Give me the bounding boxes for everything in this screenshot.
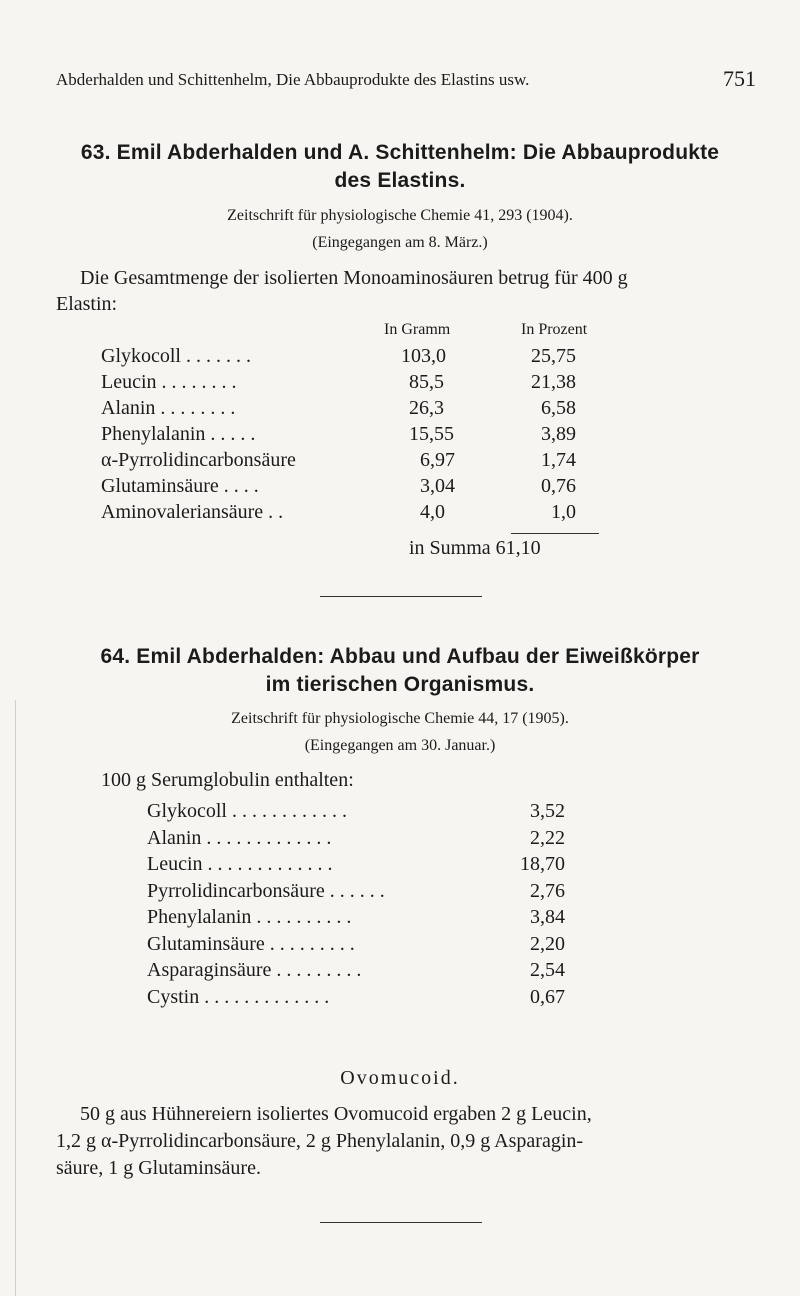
value: 2,76 — [530, 879, 565, 902]
table-63 — [101, 345, 621, 527]
section-64-title-line1: 64. Emil Abderhalden: Abbau und Aufbau der Eiweißkörper — [100, 645, 700, 668]
amino-acid-name: Phenylalanin . . . . . . . . . . — [147, 906, 352, 928]
amino-acid-name: Leucin . . . . . . . . . . . . . — [147, 853, 333, 875]
gramm-value: 15,55 — [409, 423, 454, 445]
amino-acid-name: Glykocoll . . . . . . . — [101, 345, 251, 367]
page-number: 751 — [723, 66, 756, 91]
value: 0,67 — [530, 985, 565, 1008]
prozent-value: 1,74 — [541, 449, 576, 471]
section-divider — [320, 596, 482, 597]
amino-acid-name: Alanin . . . . . . . . — [101, 397, 236, 419]
prozent-value: 6,58 — [541, 397, 576, 419]
value: 18,70 — [520, 853, 565, 875]
amino-acid-name: Phenylalanin . . . . . — [101, 423, 256, 445]
table-row — [101, 423, 621, 449]
table-row — [147, 853, 567, 880]
scan-edge-line — [15, 700, 16, 1296]
ovomucoid-line2: 1,2 g α-Pyrrolidincarbonsäure, 2 g Phenylalanin, 0,9 g Asparagin- — [56, 1130, 584, 1152]
table-row — [147, 880, 567, 907]
value: 2,54 — [530, 959, 565, 981]
table-row — [147, 800, 567, 827]
section-63-title-line1: 63. Emil Abderhalden und A. Schittenhelm: Die Abbauprodukte — [80, 141, 720, 164]
table-row — [147, 986, 567, 1013]
sum-rule — [511, 533, 599, 534]
section-64-intro: 100 g Serumglobulin enthalten: — [101, 769, 354, 791]
prozent-value: 25,75 — [531, 345, 576, 367]
value: 2,22 — [530, 826, 565, 849]
table-row — [101, 345, 621, 371]
amino-acid-name: Glutaminsäure . . . . — [101, 475, 259, 497]
value: 2,20 — [530, 932, 565, 955]
gramm-value: 3,04 — [420, 475, 455, 497]
table-row — [101, 501, 621, 527]
amino-acid-name: Asparaginsäure . . . . . . . . . — [147, 959, 362, 981]
section-divider — [320, 1222, 482, 1223]
amino-acid-name: Alanin . . . . . . . . . . . . . — [147, 826, 332, 849]
value: 3,52 — [530, 800, 565, 822]
amino-acid-name: α-Pyrrolidincarbonsäure — [101, 449, 296, 471]
table-row — [147, 906, 567, 933]
section-63-title-line2: des Elastins. — [334, 169, 466, 192]
section-63-citation: Zeitschrift für physiologische Chemie 41, 293 (1904). — [227, 207, 573, 224]
table-row — [147, 827, 567, 854]
table-row — [101, 475, 621, 501]
section-64-title-line2: im tierischen Organismus. — [265, 673, 535, 696]
amino-acid-name: Pyrrolidincarbonsäure . . . . . . — [147, 879, 385, 902]
amino-acid-name: Cystin . . . . . . . . . . . . . — [147, 985, 330, 1008]
ovomucoid-line1: 50 g aus Hühnereiern isoliertes Ovomucoid ergaben 2 g Leucin, — [80, 1103, 592, 1125]
amino-acid-name: Aminovaleriansäure . . — [101, 501, 284, 523]
gramm-value: 6,97 — [420, 449, 455, 471]
amino-acid-name: Leucin . . . . . . . . — [101, 371, 237, 393]
gramm-value: 85,5 — [409, 371, 444, 393]
gramm-value: 4,0 — [420, 501, 445, 523]
column-header-prozent: In Prozent — [521, 321, 588, 338]
amino-acid-name: Glutaminsäure . . . . . . . . . — [147, 932, 355, 955]
prozent-value: 21,38 — [531, 371, 576, 393]
running-title: Abderhalden und Schittenhelm, Die Abbauprodukte des Elastins usw. — [56, 70, 530, 89]
section-64-citation: Zeitschrift für physiologische Chemie 44, 17 (1905). — [231, 710, 569, 727]
summa-line: in Summa 61,10 — [409, 537, 541, 559]
section-63-received: (Eingegangen am 8. März.) — [312, 234, 488, 251]
ovomucoid-line3: säure, 1 g Glutaminsäure. — [56, 1157, 261, 1179]
table-row — [147, 959, 567, 986]
prozent-value: 1,0 — [551, 501, 576, 523]
table-row — [101, 371, 621, 397]
prozent-value: 3,89 — [541, 423, 576, 445]
gramm-value: 26,3 — [409, 397, 444, 419]
value: 3,84 — [530, 906, 565, 928]
prozent-value: 0,76 — [541, 475, 576, 497]
table-row — [101, 397, 621, 423]
amino-acid-name: Glykocoll . . . . . . . . . . . . — [147, 800, 347, 822]
section-64-received: (Eingegangen am 30. Januar.) — [304, 737, 496, 754]
running-head — [56, 66, 756, 91]
ovomucoid-heading: Ovomucoid. — [340, 1067, 460, 1089]
table-64 — [147, 800, 567, 1012]
table-row — [101, 449, 621, 475]
section-63-intro-line1: Die Gesamtmenge der isolierten Monoaminosäuren betrug für 400 g — [80, 267, 628, 289]
table-row — [147, 933, 567, 960]
gramm-value: 103,0 — [401, 345, 446, 367]
section-63-intro-line2: Elastin: — [56, 293, 118, 315]
column-header-gramm: In Gramm — [384, 321, 451, 338]
